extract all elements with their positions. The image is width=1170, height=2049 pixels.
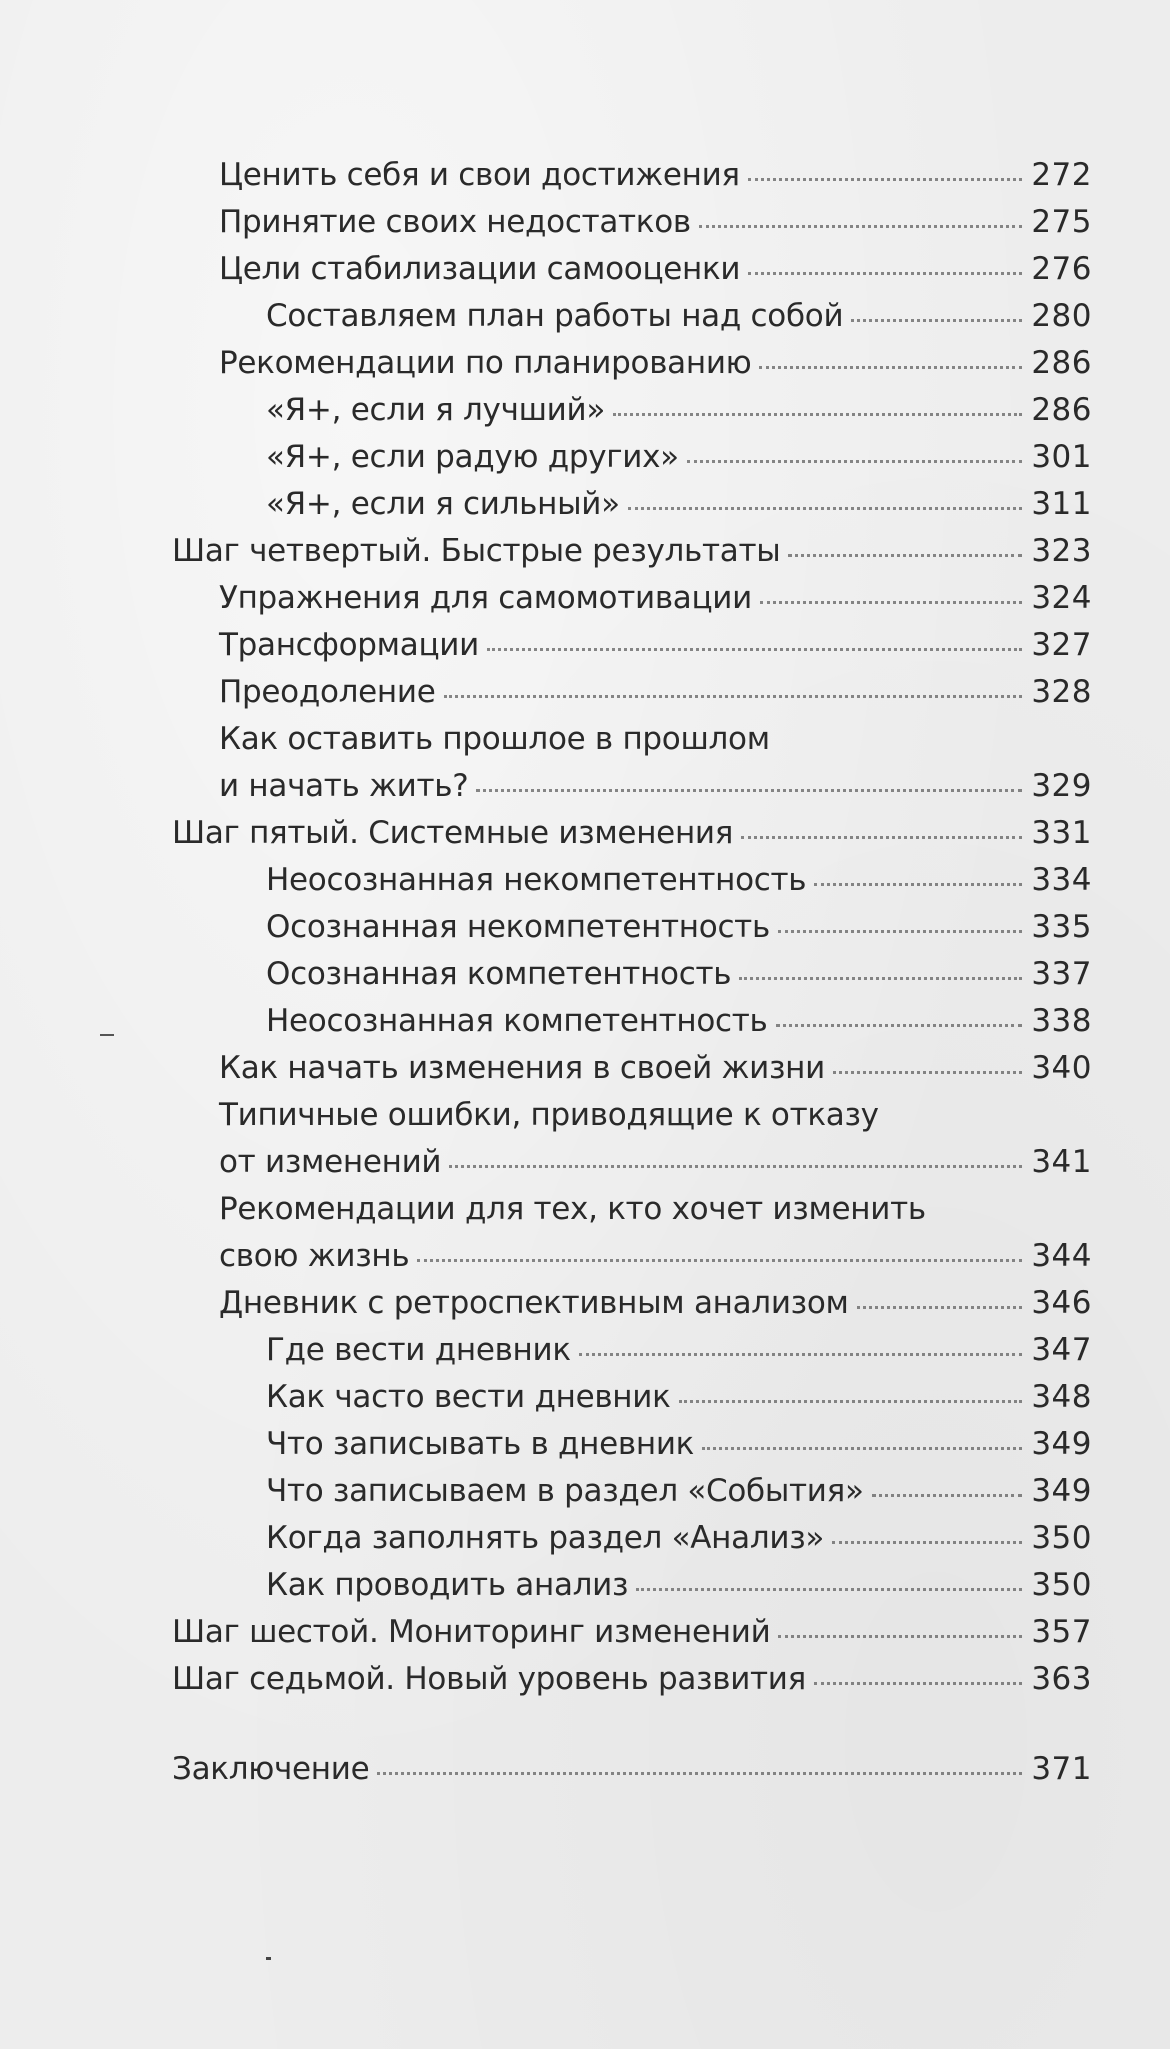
toc-entry-title: Трансформации	[219, 627, 479, 663]
toc-entry-page: 324	[1031, 580, 1092, 616]
toc-entry-page: 323	[1031, 533, 1092, 569]
dot-leader	[487, 647, 1022, 651]
toc-entry	[172, 1374, 1092, 1421]
toc-entry-page: 331	[1031, 815, 1092, 851]
toc-entry-title: «Я+, если я лучший»	[266, 392, 606, 428]
toc-entry	[172, 763, 1092, 810]
toc-entry-page: 357	[1031, 1614, 1092, 1650]
toc-entry-title: «Я+, если я сильный»	[266, 486, 620, 522]
toc-entry-title: Что записываем в раздел «События»	[266, 1473, 864, 1509]
dot-leader	[814, 1681, 1022, 1685]
toc-entry-title: Неосознанная некомпетентность	[266, 862, 807, 898]
toc-entry	[172, 340, 1092, 387]
toc-entry	[172, 857, 1092, 904]
dot-leader	[833, 1070, 1022, 1074]
table-of-contents	[172, 152, 1092, 1793]
toc-entry	[172, 1746, 1092, 1793]
toc-entry-title: Что записывать в дневник	[266, 1426, 695, 1462]
toc-entry-title: Дневник с ретроспективным анализом	[219, 1285, 849, 1321]
toc-entry	[172, 1421, 1092, 1468]
dot-leader	[872, 1493, 1022, 1497]
toc-entry-page: 338	[1031, 1003, 1092, 1039]
toc-entry-title: Шаг четвертый. Быстрые результаты	[172, 533, 781, 569]
margin-mark	[100, 1034, 114, 1036]
toc-entry-title: Осознанная некомпетентность	[266, 909, 770, 945]
dot-leader	[687, 459, 1022, 463]
toc-entry-title: Цели стабилизации самооценки	[219, 251, 741, 287]
toc-entry-page: 286	[1031, 392, 1092, 428]
toc-entry-title: Когда заполнять раздел «Анализ»	[266, 1520, 825, 1556]
toc-entry-title: Рекомендации по планированию	[219, 345, 752, 381]
toc-entry-page: 276	[1031, 251, 1092, 287]
dot-leader	[444, 694, 1022, 698]
toc-entry-page: 340	[1031, 1050, 1092, 1086]
dot-leader	[778, 1634, 1022, 1638]
dot-leader	[476, 788, 1022, 792]
toc-entry	[172, 904, 1092, 951]
toc-entry	[172, 1609, 1092, 1656]
dot-leader	[832, 1540, 1022, 1544]
toc-entry-page: 350	[1031, 1567, 1092, 1603]
toc-entry	[172, 1468, 1092, 1515]
dot-leader	[417, 1258, 1022, 1262]
toc-entry	[172, 1280, 1092, 1327]
toc-entry-page: 327	[1031, 627, 1092, 663]
toc-entry-title: Упражнения для самомотивации	[219, 580, 752, 616]
toc-entry	[172, 434, 1092, 481]
dot-leader	[760, 600, 1022, 604]
toc-entry	[172, 1045, 1092, 1092]
toc-entry	[172, 1327, 1092, 1374]
toc-entry-title: Где вести дневник	[266, 1332, 571, 1368]
dot-leader	[679, 1399, 1022, 1403]
dot-leader	[814, 882, 1022, 886]
toc-entry-page: 371	[1031, 1751, 1092, 1787]
dot-leader	[776, 1023, 1022, 1027]
toc-entry-page: 301	[1031, 439, 1092, 475]
toc-entry	[172, 199, 1092, 246]
dot-leader	[449, 1164, 1022, 1168]
toc-entry-page: 329	[1031, 768, 1092, 804]
dot-leader	[778, 929, 1022, 933]
toc-entry	[172, 387, 1092, 434]
toc-entry-page: 348	[1031, 1379, 1092, 1415]
toc-entry-title-line1: Как оставить прошлое в прошлом	[219, 721, 770, 757]
toc-entry-page: 349	[1031, 1426, 1092, 1462]
toc-entry-title: и начать жить?	[219, 768, 469, 804]
toc-entry	[172, 1562, 1092, 1609]
toc-entry	[172, 1233, 1092, 1280]
toc-entry-title: Принятие своих недостатков	[219, 204, 691, 240]
toc-entry-title: Преодоление	[219, 674, 436, 710]
toc-entry	[172, 1139, 1092, 1186]
toc-entry	[172, 998, 1092, 1045]
dot-leader	[739, 976, 1022, 980]
dot-leader	[788, 553, 1022, 557]
toc-entry	[172, 481, 1092, 528]
toc-entry-title: Как часто вести дневник	[266, 1379, 671, 1415]
toc-entry-title-line1: Рекомендации для тех, кто хочет изменить	[219, 1191, 926, 1227]
dot-leader	[699, 224, 1022, 228]
toc-entry-title: Осознанная компетентность	[266, 956, 732, 992]
toc-entry-page: 272	[1031, 157, 1092, 193]
toc-entry	[172, 575, 1092, 622]
toc-entry-title: свою жизнь	[219, 1238, 410, 1274]
toc-entry-title: Шаг пятый. Системные изменения	[172, 815, 734, 851]
dot-leader	[702, 1446, 1022, 1450]
dot-leader	[741, 835, 1022, 839]
toc-entry-page: 346	[1031, 1285, 1092, 1321]
toc-entry	[172, 293, 1092, 340]
toc-entry	[172, 951, 1092, 998]
toc-entry-page: 347	[1031, 1332, 1092, 1368]
toc-entry	[172, 528, 1092, 575]
toc-entry	[172, 669, 1092, 716]
toc-entry-page: 280	[1031, 298, 1092, 334]
dot-leader	[851, 318, 1022, 322]
toc-entry-page: 341	[1031, 1144, 1092, 1180]
dot-leader	[759, 365, 1022, 369]
toc-entry-page: 335	[1031, 909, 1092, 945]
toc-entry-title: Как начать изменения в своей жизни	[219, 1050, 825, 1086]
toc-entry-page: 349	[1031, 1473, 1092, 1509]
toc-entry-title: Неосознанная компетентность	[266, 1003, 768, 1039]
toc-entry-title: «Я+, если радую других»	[266, 439, 679, 475]
dot-leader	[636, 1587, 1022, 1591]
toc-entry-page: 275	[1031, 204, 1092, 240]
toc-entry-title: Как проводить анализ	[266, 1567, 629, 1603]
dot-leader	[857, 1305, 1022, 1309]
toc-entry	[172, 1656, 1092, 1703]
dot-leader	[579, 1352, 1022, 1356]
toc-entry-page: 328	[1031, 674, 1092, 710]
toc-entry	[172, 622, 1092, 669]
toc-entry-title-line1: Типичные ошибки, приводящие к отказу	[219, 1097, 879, 1133]
toc-entry-page: 311	[1031, 486, 1092, 522]
toc-entry	[172, 1515, 1092, 1562]
toc-entry-title: от изменений	[219, 1144, 442, 1180]
dot-leader	[748, 271, 1022, 275]
toc-entry-title: Заключение	[172, 1751, 370, 1787]
toc-entry-title: Составляем план работы над собой	[266, 298, 844, 334]
toc-entry-page: 344	[1031, 1238, 1092, 1274]
dot-leader	[628, 506, 1022, 510]
toc-entry	[172, 246, 1092, 293]
toc-entry-title: Ценить себя и свои достижения	[219, 157, 740, 193]
toc-entry-page: 286	[1031, 345, 1092, 381]
dot-leader	[613, 412, 1022, 416]
toc-entry-title: Шаг шестой. Мониторинг изменений	[172, 1614, 771, 1650]
toc-entry-page: 363	[1031, 1661, 1092, 1697]
toc-entry-title: Шаг седьмой. Новый уровень развития	[172, 1661, 806, 1697]
toc-entry	[172, 810, 1092, 857]
dot-leader	[377, 1771, 1022, 1775]
toc-entry-page: 350	[1031, 1520, 1092, 1556]
toc-entry-page: 334	[1031, 862, 1092, 898]
toc-entry-page: 337	[1031, 956, 1092, 992]
toc-entry	[172, 152, 1092, 199]
margin-mark	[266, 1957, 271, 1960]
dot-leader	[748, 177, 1022, 181]
section-gap	[172, 1703, 1092, 1746]
